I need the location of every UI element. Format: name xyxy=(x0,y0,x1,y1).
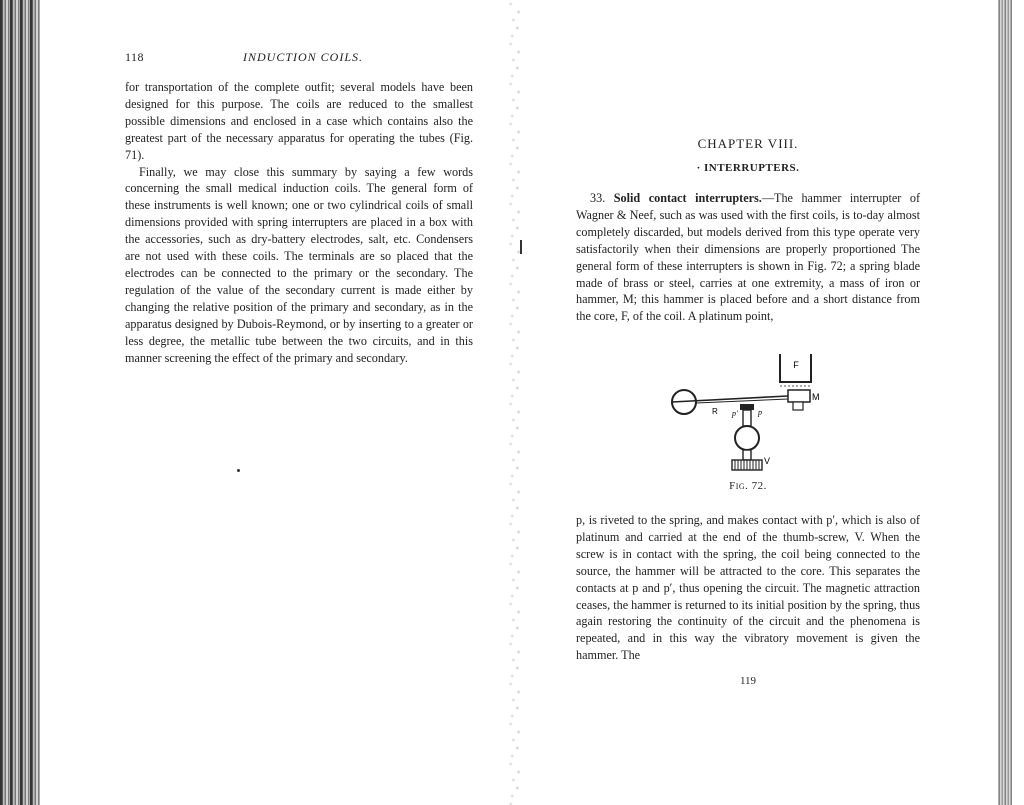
label-r: R xyxy=(712,407,718,416)
thumb-screw-knob xyxy=(735,426,759,450)
gutter-mark xyxy=(520,240,522,254)
screw-post xyxy=(743,410,751,426)
chapter-heading: CHAPTER VIII. xyxy=(697,136,799,151)
screw-shank xyxy=(743,450,751,460)
section-heading: · INTERRUPTERS. xyxy=(696,162,800,174)
right-paragraph-1 xyxy=(576,190,920,325)
figure-72-interrupter-diagram xyxy=(668,352,838,474)
label-f: F xyxy=(793,360,799,370)
right-page-continuation xyxy=(576,512,920,664)
left-paragraph-2: Finally, we may close this summary by saying a few words concerning the small medical induction coils. The general form of these instruments is well known; one or two cylindrical coils of small dimensions provided with spring interrupters are placed in a box with the accessories, such as dry-battery electrodes, salt, etc. Condensers are not used with these coils. The terminals are so placed that the electrodes can be connected to the primary or the secondary. The regulation of the value of the secondary current is made either by changing the relative position of the primary and secondary, as in the apparatus designed by Dubois-Reymond, or by inserting to a greater or less degree, the metallic tube between the two circuits, and in this manner screening the effect of the primary and secondary. xyxy=(125,164,473,365)
right-page-number: 119 xyxy=(739,675,757,687)
hammer-stem xyxy=(793,402,803,410)
label-p-prime: p′ xyxy=(732,409,738,418)
left-paragraph-1: for transportation of the complete outfit; several models have been designed for this purpose. The coils are reduced to the smallest possible dimensions and enclosed in a case which contains also the greatest part of the necessary apparatus for operating the tubes (Fig. 71). xyxy=(125,80,473,162)
right-page-body xyxy=(576,190,920,325)
figure-caption: Fig. 72. xyxy=(729,480,767,492)
left-page-number: 118 xyxy=(125,50,145,64)
scan-edge-right xyxy=(998,0,1012,805)
running-title: INDUCTION COILS. xyxy=(243,50,364,64)
paragraph-body: —The hammer interrupter of Wagner & Neef, such as was used with the first coils, is to-day almost completely discarded, but models derived from this type operate very satisfactorily when their dimensions are properly proportioned The general form of these interrupters is shown in Fig. 72; a spring blade made of brass or steel, carries at one extremity, a mass of iron or hammer, M; this hammer is placed before and a short distance from the core, F, of the coil. A platinum point, xyxy=(576,191,921,324)
label-m: M xyxy=(812,392,820,402)
contact-block xyxy=(740,404,754,410)
hammer-block xyxy=(788,390,810,402)
paragraph-number: 33. xyxy=(590,191,606,205)
left-page-body xyxy=(125,79,473,366)
speck xyxy=(237,469,240,472)
right-paragraph-2: p, is riveted to the spring, and makes contact with p′, which is also of platinum and carried at the end of the thumb-screw, V. When the screw is in contact with the spring, the coil being connected to the source, the hammer will be attracted to the core. This separates the contacts at p and p′, thus opening the circuit. The magnetic attraction ceases, the hammer is returned to its initial position by the spring, thus again restoring the continuity of the circuit and the phenomena is repeated, and in this way the vibratory movement is given the hammer. The xyxy=(576,513,920,663)
scan-edge-left xyxy=(0,0,40,805)
label-v: V xyxy=(764,456,771,466)
label-p: p xyxy=(758,408,762,417)
book-gutter xyxy=(503,0,529,805)
paragraph-title: Solid contact interrupters. xyxy=(613,191,762,205)
